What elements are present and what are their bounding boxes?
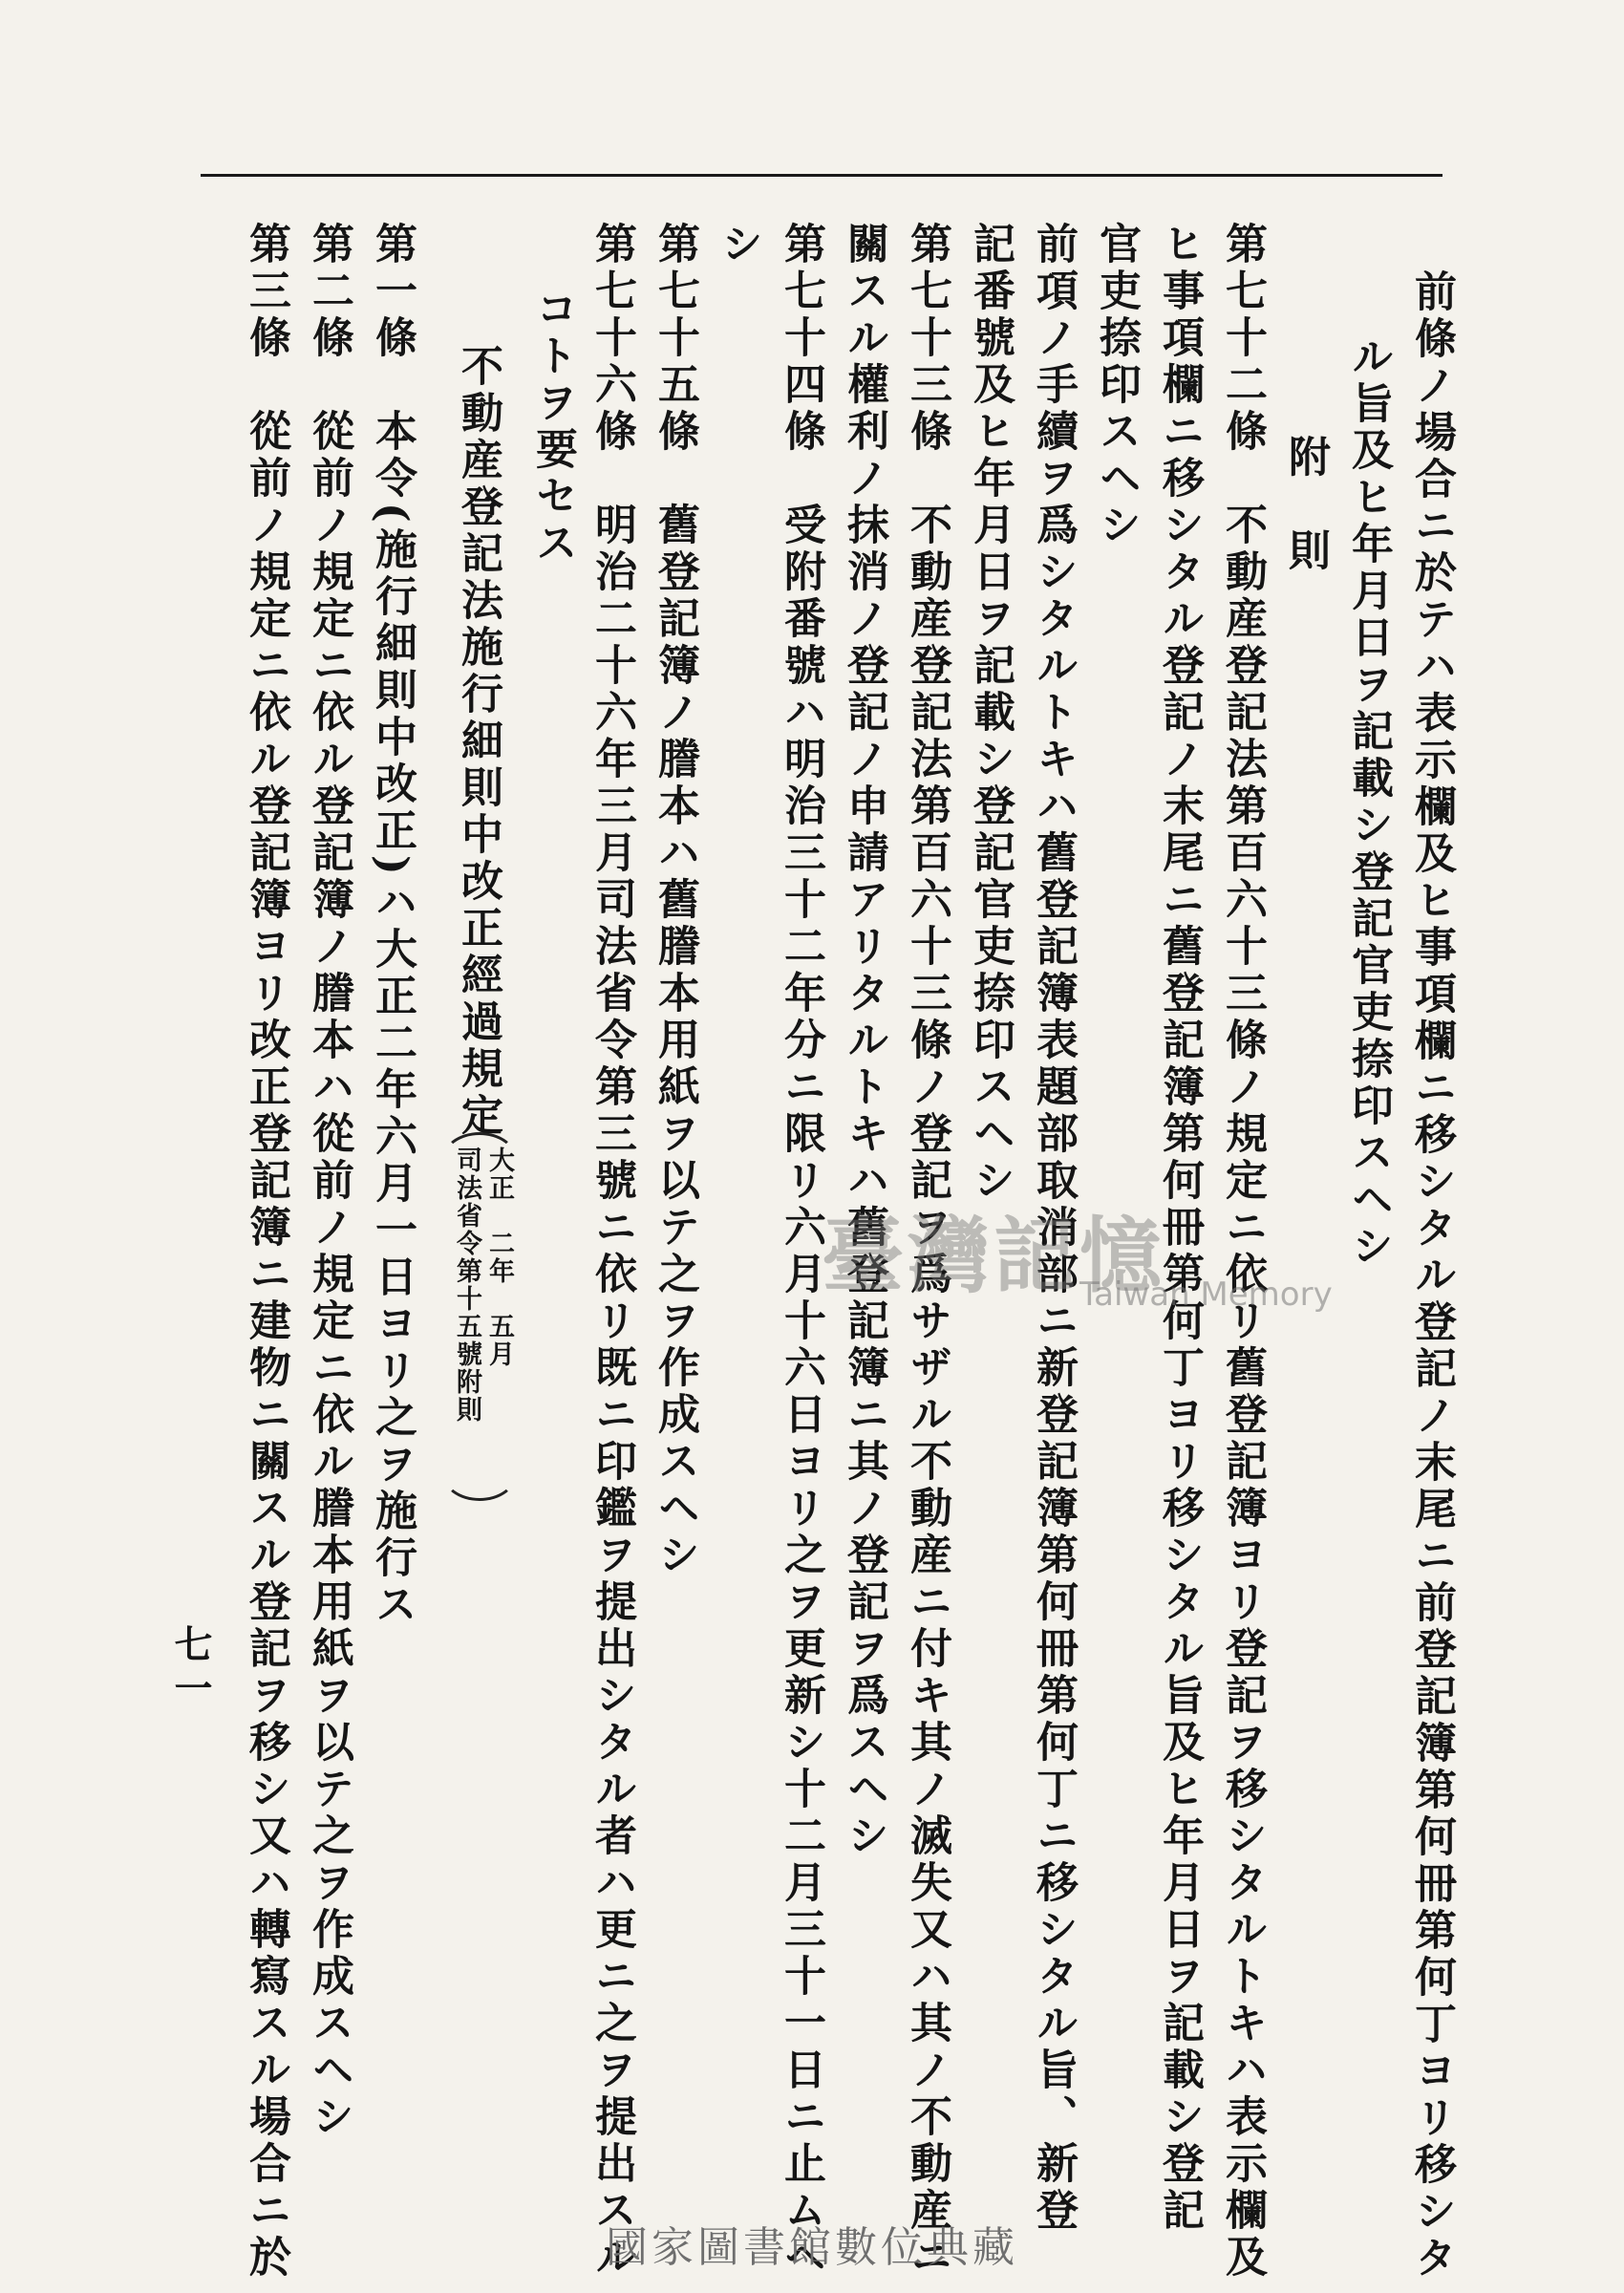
article-1: 第一條 本令(施行細則中改正)ハ大正二年六月一日ヨリ之ヲ施行ス — [368, 222, 417, 1629]
article-2: 第二條 從前ノ規定ニ依ル登記簿ノ謄本ハ從前ノ規定ニ依ル謄本用紙ヲ以テ之ヲ作成スヘシ — [305, 222, 353, 2141]
text-column-8: 記番號及ヒ年月日ヲ記載シ登記官吏捺印スヘシ — [966, 222, 1015, 1205]
watermark-logo: 臺灣記憶 — [822, 1208, 1165, 1304]
footer-library-credit: 國家圖書館數位典藏 — [606, 2223, 1018, 2272]
watermark-subtitle: Taiwan Memory — [1079, 1275, 1333, 1314]
page-number: 七一 — [168, 1624, 213, 1712]
top-rule — [201, 174, 1442, 177]
citation-line-2: 司法省令第十五號附則 — [452, 1146, 481, 1424]
text-column-5: ヒ事項欄ニ移シタル登記ノ末尾ニ舊登記簿第何冊第何丁ヨリ移シタル旨及ヒ年月日ヲ記載シ登記 — [1155, 222, 1204, 2235]
text-column-7: 前項ノ手續ヲ爲シタルトキハ舊登記簿表題部取消部ニ新登記簿第何冊第何丁ニ移シタル旨、新登 — [1029, 222, 1078, 2235]
text-column-6: 官吏捺印スヘシ — [1092, 222, 1141, 549]
text-column-10: 關スル權利ノ抹消ノ登記ノ申請アリタルトキハ舊登記簿ニ其ノ登記ヲ爲スヘシ — [840, 222, 888, 1860]
text-column-2: ル旨及ヒ年月日ヲ記載シ登記官吏捺印スヘシ — [1344, 334, 1393, 1271]
text-column-15: コトヲ要セス — [528, 287, 577, 568]
article-74: 第七十四條 受附番號ハ明治三十二年分ニ限リ六月十六日ヨリ之ヲ更新シ十二月三十一日ニ止ムヘ — [777, 222, 825, 2282]
article-75: 第七十五條 舊登記簿ノ謄本ハ舊謄本用紙ヲ以テ之ヲ作成スヘシ — [651, 222, 699, 1579]
article-73: 第七十三條 不動産登記法第百六十三條ノ登記ヲ爲サザル不動産ニ付キ其ノ滅失又ハ其ノ不動産ニ — [903, 222, 951, 2282]
article-72: 第七十二條 不動産登記法第百六十三條ノ規定ニ依リ舊登記簿ヨリ登記ヲ移シタルトキハ表示欄及 — [1218, 222, 1267, 2282]
article-76: 第七十六條 明治二十六年三月司法省令第三號ニ依リ既ニ印鑑ヲ提出シタル者ハ更ニ之ヲ提出スル — [588, 222, 636, 2282]
citation-line-1: 大正 二年 五月 — [484, 1146, 514, 1368]
section-title: 不動産登記法施行細則中改正經過規定 — [454, 344, 502, 1140]
heading-supplementary: 附 則 — [1281, 435, 1330, 575]
article-3: 第三條 從前ノ規定ニ依ル登記簿ヨリ改正登記簿ニ建物ニ關スル登記ヲ移シ又ハ轉寫スル場合ニ於 — [242, 222, 290, 2282]
text-column-12: シ — [714, 222, 762, 268]
text-column-1: 前條ノ場合ニ於テハ表示欄及ヒ事項欄ニ移シタル登記ノ末尾ニ前登記簿第何冊第何丁ヨリ移シタ — [1407, 269, 1456, 2282]
